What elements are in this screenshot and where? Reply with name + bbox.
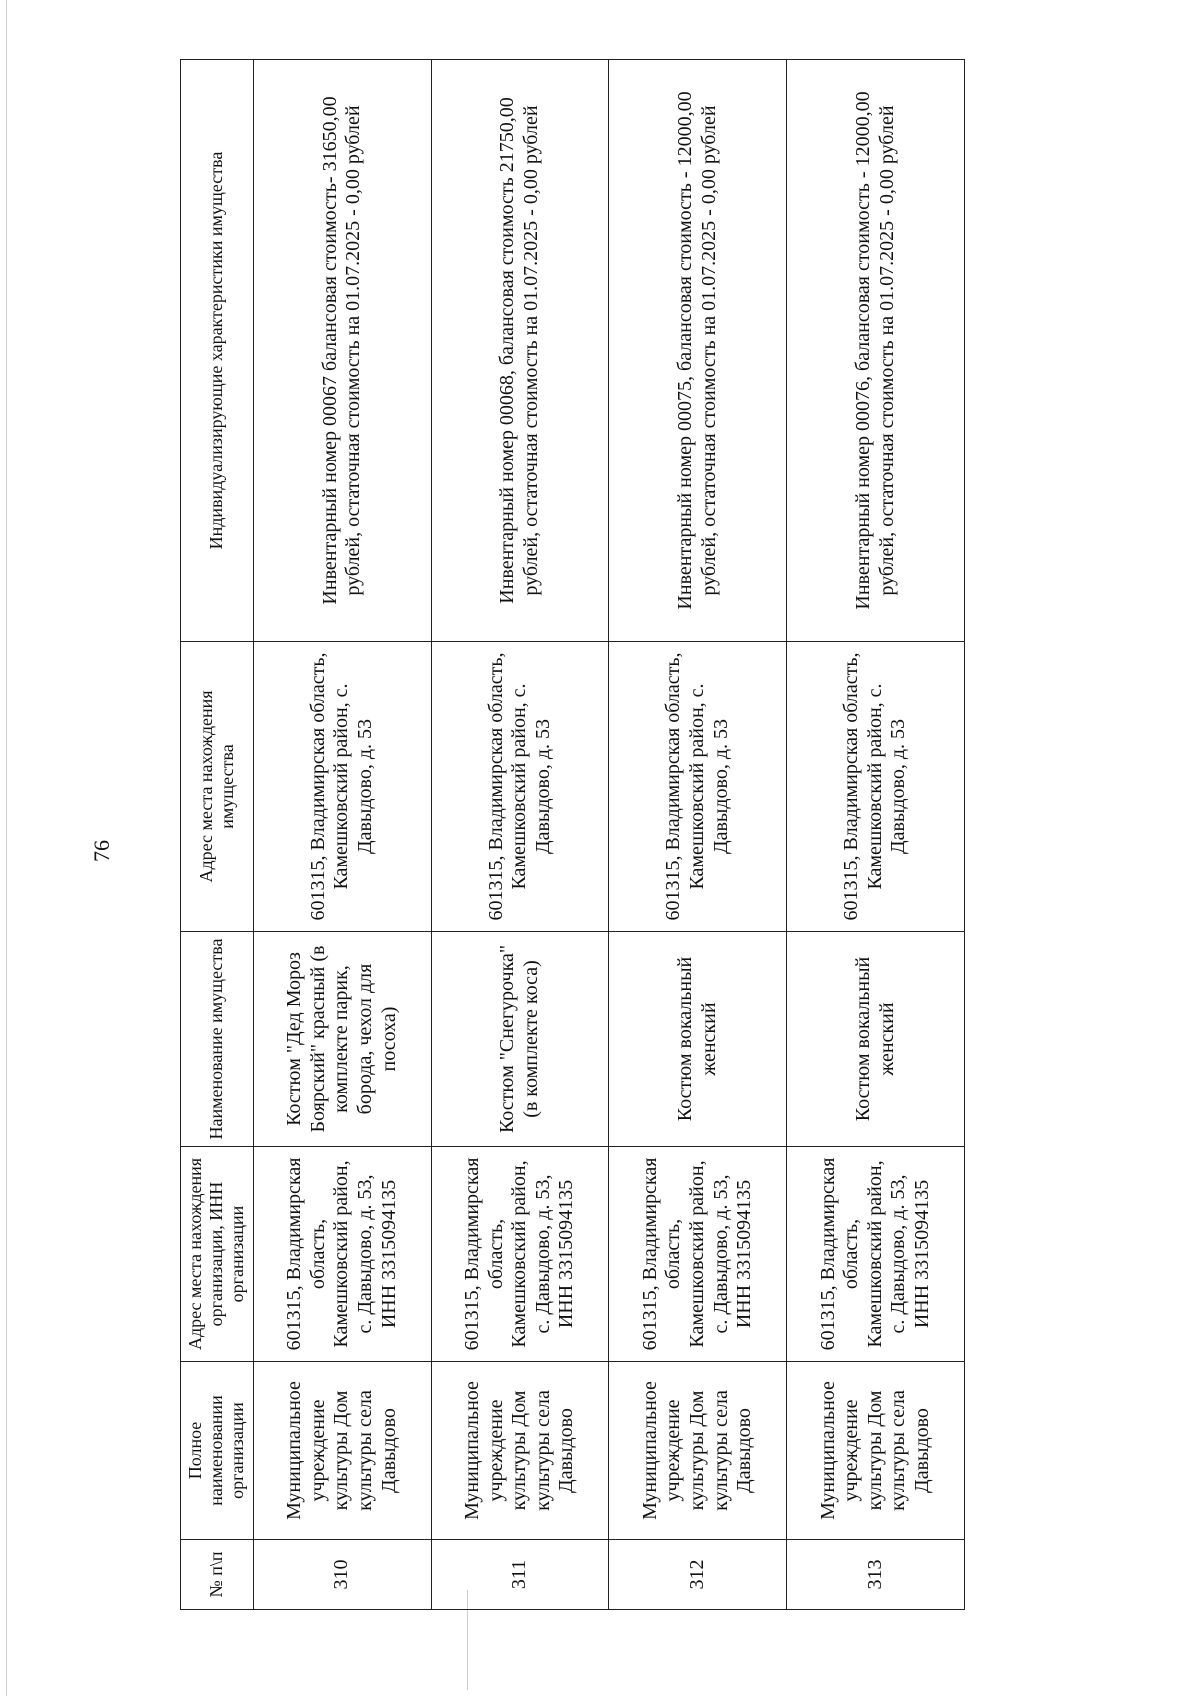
header-num: № п\п [181, 1540, 254, 1610]
page-number: 76 [89, 840, 114, 862]
row-full-name: Муниципальное учреждение культуры Дом культуры села Давыдово [431, 1362, 609, 1540]
row-full-name: Муниципальное учреждение культуры Дом культуры села Давыдово [609, 1362, 787, 1540]
table-header-row [181, 60, 254, 1610]
row-num: 310 [253, 1540, 431, 1610]
row-property-name: Костюм вокальный женский [787, 932, 965, 1147]
header-characteristics: Индивидуализирующие характеристики имущества [181, 60, 254, 642]
row-org-address: 601315, Владимирская область, Камешковский район, с. Давыдово, д. 53, ИНН 3315094135 [431, 1147, 609, 1362]
header-property-address: Адрес места нахождения имущества [181, 642, 254, 932]
row-characteristics: Инвентарный номер 00067 балансовая стоимость- 31650,00 рублей, остаточная стоимость на 01.07.2025 - 0,00 рублей [253, 60, 431, 642]
row-num: 312 [609, 1540, 787, 1610]
row-property-name: Костюм "Дед Мороз Боярский" красный (в комплекте парик, борода, чехол для посоха) [253, 932, 431, 1147]
row-full-name: Муниципальное учреждение культуры Дом культуры села Давыдово [253, 1362, 431, 1540]
scan-edge-line-left [6, 0, 7, 1696]
header-org-address: Адрес места нахождения организации, ИНН организации [181, 1147, 254, 1362]
row-characteristics: Инвентарный номер 00076, балансовая стоимость - 12000,00 рублей, остаточная стоимость на 01.07.2025 - 0,00 рублей [787, 60, 965, 642]
row-org-address: 601315, Владимирская область, Камешковский район, с. Давыдово, д. 53, ИНН 3315094135 [787, 1147, 965, 1362]
table-row [253, 60, 431, 1610]
row-num: 313 [787, 1540, 965, 1610]
row-org-address: 601315, Владимирская область, Камешковский район, с. Давыдово, д. 53, ИНН 3315094135 [609, 1147, 787, 1362]
row-property-address: 601315, Владимирская область, Камешковский район, с. Давыдово, д. 53 [253, 642, 431, 932]
table-row [787, 60, 965, 1610]
row-full-name: Муниципальное учреждение культуры Дом культуры села Давыдово [787, 1362, 965, 1540]
row-property-address: 601315, Владимирская область, Камешковский район, с. Давыдово, д. 53 [787, 642, 965, 932]
rotated-table-container [180, 60, 965, 1610]
row-property-address: 601315, Владимирская область, Камешковский район, с. Давыдово, д. 53 [431, 642, 609, 932]
header-property-name: Наименование имущества [181, 932, 254, 1147]
property-table [180, 59, 965, 1610]
row-num: 311 [431, 1540, 609, 1610]
table-row [431, 60, 609, 1610]
row-property-name: Костюм "Снегурочка" (в комплекте коса) [431, 932, 609, 1147]
row-property-address: 601315, Владимирская область, Камешковский район, с. Давыдово, д. 53 [609, 642, 787, 932]
header-full-name: Полное наименовании организации [181, 1362, 254, 1540]
row-property-name: Костюм вокальный женский [609, 932, 787, 1147]
table-row [609, 60, 787, 1610]
row-characteristics: Инвентарный номер 00075, балансовая стоимость - 12000,00 рублей, остаточная стоимость на 01.07.2025 - 0,00 рублей [609, 60, 787, 642]
row-org-address: 601315, Владимирская область, Камешковский район, с. Давыдово, д. 53, ИНН 3315094135 [253, 1147, 431, 1362]
row-characteristics: Инвентарный номер 00068, балансовая стоимость 21750,00 рублей, остаточная стоимость на 01.07.2025 - 0,00 рублей [431, 60, 609, 642]
